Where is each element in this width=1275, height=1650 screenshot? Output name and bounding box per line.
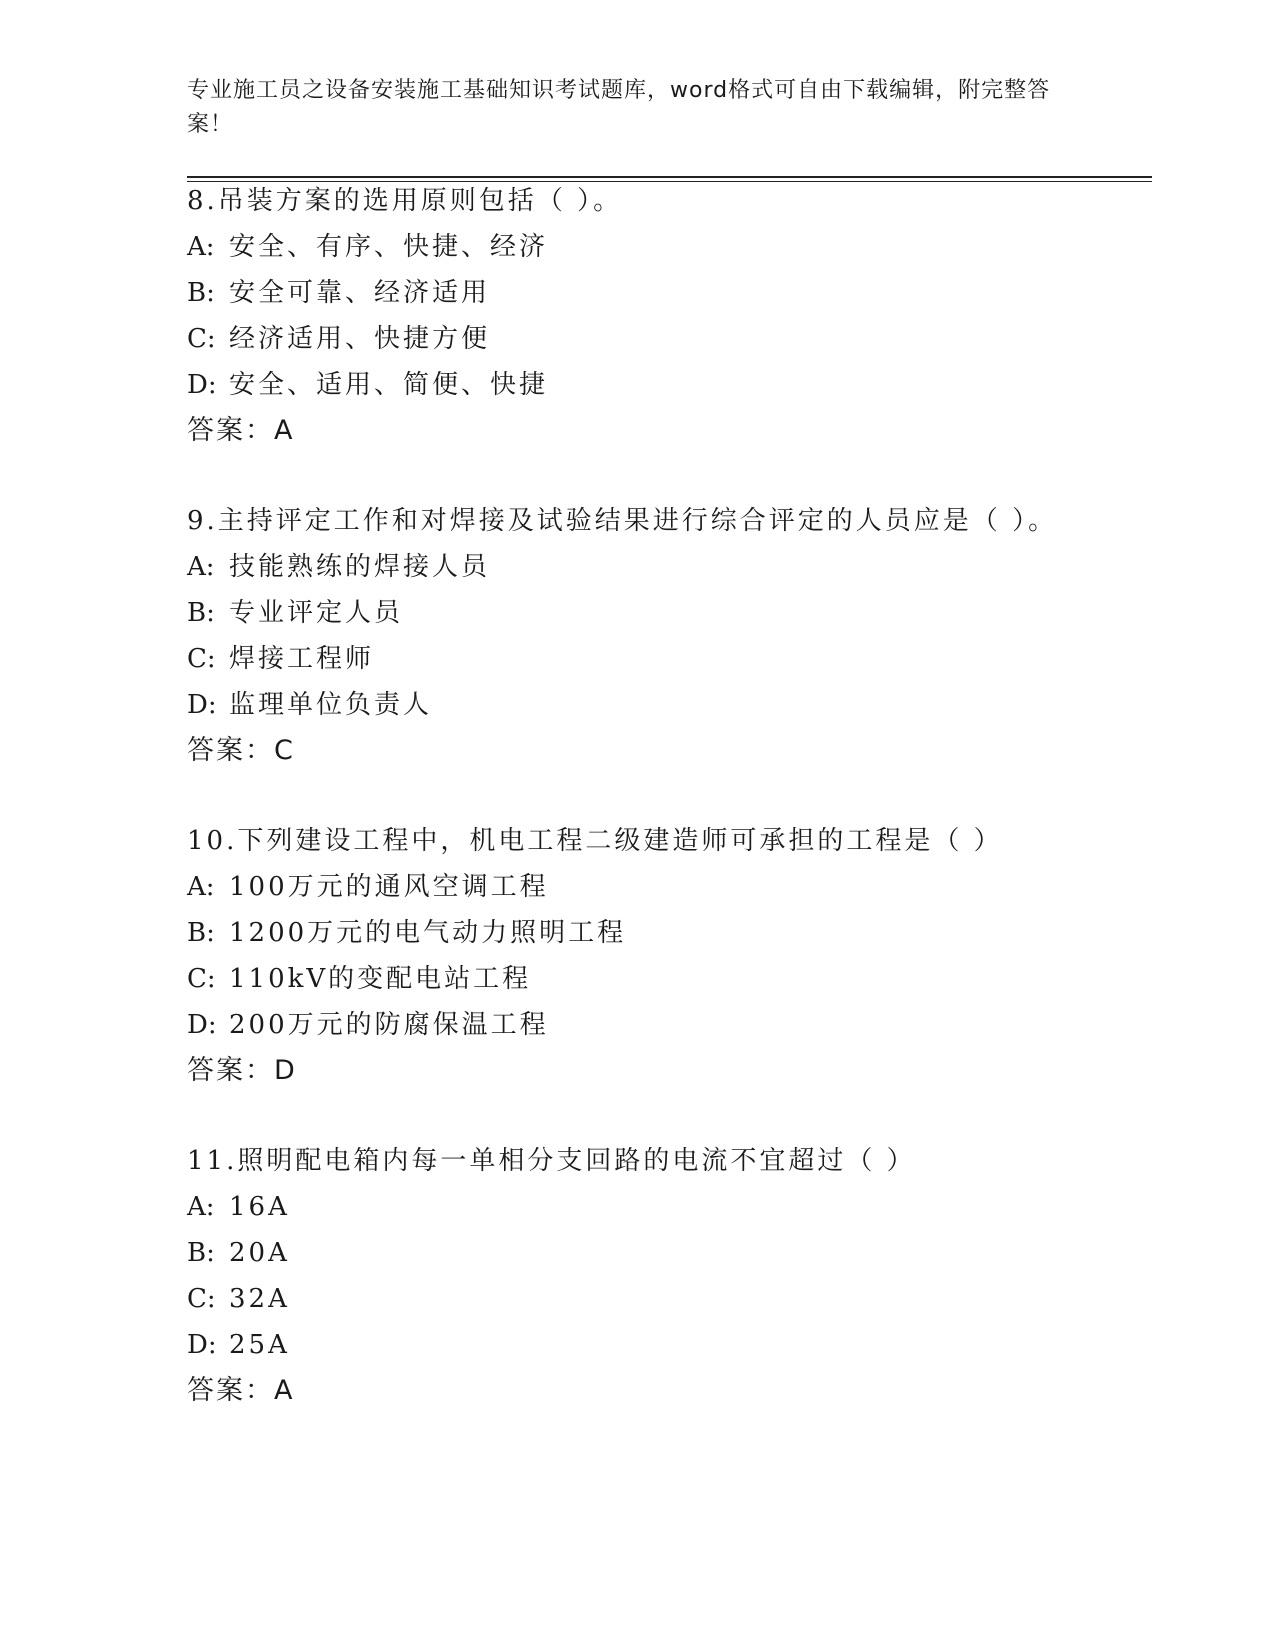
option-text: 16A xyxy=(229,1192,290,1222)
answer-line: 答案：A xyxy=(187,415,295,446)
answer-line: 答案：A xyxy=(187,1375,295,1406)
question-10 xyxy=(187,818,1187,1094)
option-letter: A: xyxy=(187,872,215,902)
option-a xyxy=(187,864,1187,910)
option-letter: A: xyxy=(187,232,215,262)
option-c xyxy=(187,1276,1187,1322)
answer-line: 答案：C xyxy=(187,735,295,766)
option-c xyxy=(187,636,1187,682)
question-stem: 10.下列建设工程中，机电工程二级建造师可承担的工程是（ ） xyxy=(187,826,1003,856)
question-8 xyxy=(187,178,1187,454)
question-stem: 9.主持评定工作和对焊接及试验结果进行综合评定的人员应是（ ）。 xyxy=(187,506,1058,536)
option-text: 安全可靠、经济适用 xyxy=(229,278,491,308)
option-text: 焊接工程师 xyxy=(229,644,375,674)
option-text: 监理单位负责人 xyxy=(229,690,433,720)
answer-line: 答案：D xyxy=(187,1055,297,1086)
option-d xyxy=(187,1322,1187,1368)
option-text: 200万元的防腐保温工程 xyxy=(229,1010,549,1040)
option-c xyxy=(187,316,1187,362)
option-text: 25A xyxy=(229,1330,290,1360)
option-letter: B: xyxy=(187,918,215,948)
option-text: 110kV的变配电站工程 xyxy=(229,964,532,994)
question-stem: 8.吊装方案的选用原则包括（ ）。 xyxy=(187,186,623,216)
document-header-title: 专业施工员之设备安装施工基础知识考试题库，word格式可自由下载编辑，附完整答案！ xyxy=(187,78,1051,137)
option-text: 1200万元的电气动力照明工程 xyxy=(229,918,627,948)
option-d xyxy=(187,362,1187,408)
option-d xyxy=(187,1002,1187,1048)
option-letter: B: xyxy=(187,1238,215,1268)
option-b xyxy=(187,270,1187,316)
option-letter: C: xyxy=(187,1284,216,1314)
option-letter: D: xyxy=(187,1330,217,1360)
option-text: 32A xyxy=(229,1284,290,1314)
question-11 xyxy=(187,1138,1187,1414)
option-text: 20A xyxy=(229,1238,290,1268)
option-letter: A: xyxy=(187,552,215,582)
option-letter: C: xyxy=(187,964,216,994)
question-9 xyxy=(187,498,1187,774)
option-d xyxy=(187,682,1187,728)
option-letter: B: xyxy=(187,278,215,308)
option-text: 技能熟练的焊接人员 xyxy=(229,552,491,582)
option-letter: B: xyxy=(187,598,215,628)
option-letter: D: xyxy=(187,1010,217,1040)
option-c xyxy=(187,956,1187,1002)
option-letter: A: xyxy=(187,1192,215,1222)
question-stem: 11.照明配电箱内每一单相分支回路的电流不宜超过（ ） xyxy=(187,1146,916,1176)
option-letter: C: xyxy=(187,644,216,674)
option-b xyxy=(187,1230,1187,1276)
option-text: 安全、适用、简便、快捷 xyxy=(229,370,549,400)
option-a xyxy=(187,224,1187,270)
option-letter: D: xyxy=(187,370,217,400)
option-letter: D: xyxy=(187,690,217,720)
option-a xyxy=(187,1184,1187,1230)
option-letter: C: xyxy=(187,324,216,354)
option-text: 安全、有序、快捷、经济 xyxy=(229,232,549,262)
option-text: 专业评定人员 xyxy=(229,598,404,628)
option-a xyxy=(187,544,1187,590)
option-b xyxy=(187,590,1187,636)
option-b xyxy=(187,910,1187,956)
option-text: 经济适用、快捷方便 xyxy=(229,324,491,354)
option-text: 100万元的通风空调工程 xyxy=(229,872,549,902)
